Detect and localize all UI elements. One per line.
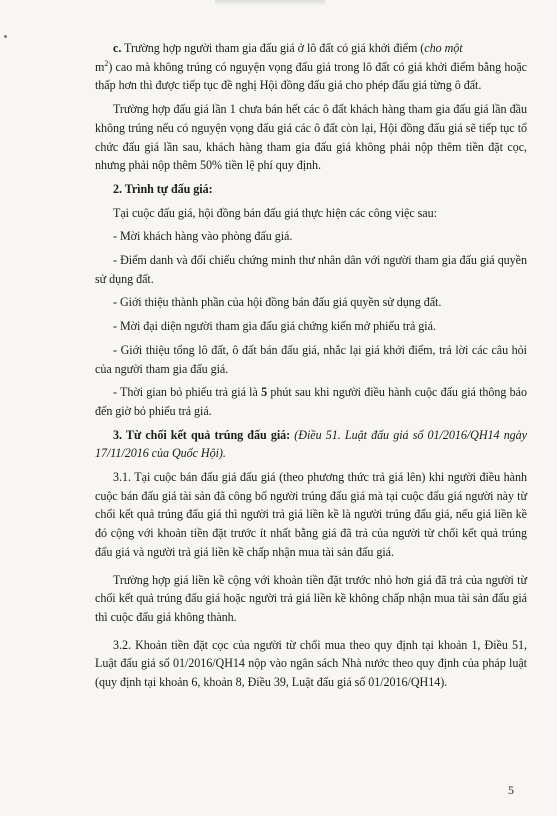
paragraph-c-label: c. xyxy=(113,41,122,55)
step-item-timing: - Thời gian bỏ phiếu trả giá là 5 phút sau khi người điều hành cuộc đấu giá thông báo đến giờ bỏ phiếu trả giá. xyxy=(95,385,527,418)
page-number: 5 xyxy=(508,783,514,797)
step-item: - Giới thiệu thành phần của hội đồng bán đấu giá quyền sử dụng đất. xyxy=(113,295,442,310)
section-3-reference: (Điều 51. Luật đấu giá số 01/2016/QH14 ngày 17/11/2016 của Quốc Hội). xyxy=(95,427,527,461)
paragraph-3-2: 3.2. Khoản tiền đặt cọc của người từ chối mua theo quy định tại khoản 1, Điều 51, Luật đấu giá số 01/2016/QH14 nộp vào ngân sách Nhà nước theo quy định của pháp luật (quy định tại khoản 6, khoản 8, Điều 39, Luật đấu giá số 01/2016/QH14). xyxy=(95,637,527,690)
document-body xyxy=(95,39,527,692)
section-2-heading: 2. Trình tự đấu giá: xyxy=(113,181,213,196)
unit-base: m xyxy=(95,59,105,74)
unit-superscript: 2 xyxy=(104,58,109,68)
step-item: - Mời đại diện người tham gia đấu giá chứng kiến mở phiếu trả giá. xyxy=(113,319,436,334)
first-round-paragraph: Trường hợp đấu giá lần 1 chưa bán hết các ô đất khách hàng tham gia đấu giá lần đầu không trúng nếu có nguyện vọng đấu giá các ô đất còn lại, Hội đồng đấu giá sẽ tiếp tục tổ chức đấu giá lần sau, khách hàng tham gia đấu giá không phải nộp thêm tiền đặt cọc, nhưng phải nộp thêm 50% tiền lệ phí quy định. xyxy=(95,102,527,173)
paragraph-c-italic: cho một xyxy=(424,41,463,55)
paragraph-case: Trường hợp giá liền kề cộng với khoản tiền đặt trước nhỏ hơn giá đã trả của người từ chối kết quả trúng đấu giá hoặc người trả giá liền kề không chấp nhận mua tài sản đấu giá thì cuộc đấu giá không thành. xyxy=(95,572,527,624)
step-item: - Mời khách hàng vào phòng đấu giá. xyxy=(113,229,293,244)
paragraph-c-text-b: ) cao mà không trúng có nguyện vọng đấu giá trong lô đất có giá khởi điểm bằng hoặc thấp hơn thì được tiếp tục đề nghị Hội đồng đấu giá cho phép đấu giá từng ô đất. xyxy=(95,59,527,93)
timing-minutes: 5 xyxy=(261,385,268,400)
paragraph-3-1: 3.1. Tại cuộc bán đấu giá đấu giá (theo phương thức trả giá lên) khi người điều hành cuộc bán đấu giá tài sản đã công bố người trúng đấu giá mà tại cuộc đấu giá người này từ chối kết quả trúng đấu giá thì người trả giá liền kề là người trúng đấu giá, nếu giá liền kề đó cộng với khoản tiền đặt trước ít nhất bằng giá đã trả của người từ chối kết quả trúng đấu giá và người trả giá liền kề chấp nhận mua tài sản đấu giá. xyxy=(95,470,527,559)
section-3-heading: 3. Từ chối kết quả trúng đấu giá: (Điều 51. Luật đấu giá số 01/2016/QH14 ngày 17/11/2016 của Quốc Hội). xyxy=(95,427,527,461)
paragraph-c-text-a: Trường hợp người tham gia đấu giá ở lô đất có giá khởi điểm ( xyxy=(121,41,425,55)
scan-smudge xyxy=(215,0,325,6)
scan-dot xyxy=(4,35,7,38)
section-2-intro: Tại cuộc đấu giá, hội đồng bán đấu giá thực hiện các công việc sau: xyxy=(113,205,437,220)
step-item: - Giới thiệu tổng lô đất, ô đất bán đấu giá, nhắc lại giá khởi điểm, trả lời các câu hỏi của người tham gia đấu giá. xyxy=(95,342,527,376)
step-item: - Điểm danh và đối chiếu chứng minh thư nhân dân với người tham gia đấu giá quyền sử dụng đất. xyxy=(95,253,527,286)
paragraph-c xyxy=(95,39,527,95)
